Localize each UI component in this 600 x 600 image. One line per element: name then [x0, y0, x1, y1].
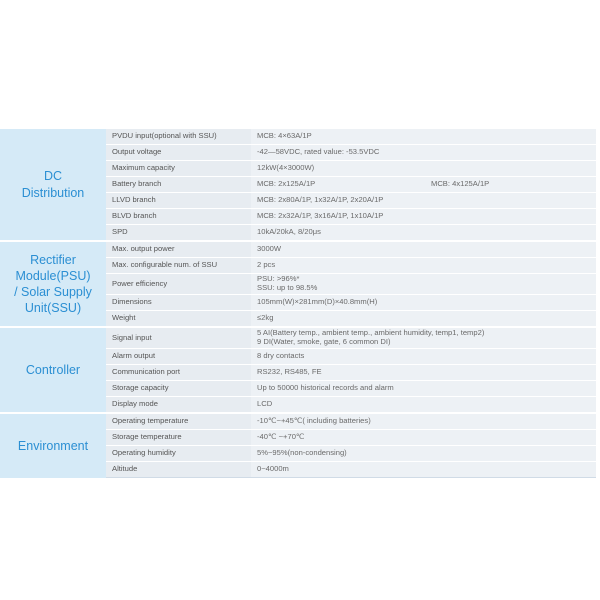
spec-value — [251, 225, 596, 242]
category-line: Module(PSU) — [15, 268, 91, 283]
spec-value — [251, 462, 596, 478]
spec-value — [251, 258, 596, 274]
spec-value — [251, 365, 596, 381]
spec-value-line: ≤2kg — [257, 313, 274, 323]
spec-value-line: 5%~95%(non-condensing) — [257, 448, 347, 458]
spec-value-line: 12kW(4×3000W) — [257, 163, 315, 173]
category-line: Unit(SSU) — [24, 301, 82, 316]
spec-value — [251, 397, 596, 414]
spec-value — [251, 430, 596, 446]
spec-label: Maximum capacity — [106, 161, 251, 177]
spec-value-alt: MCB: 4x125A/1P — [425, 177, 596, 193]
spec-label: LLVD branch — [106, 193, 251, 209]
spec-value — [251, 327, 596, 349]
spec-value — [251, 209, 596, 225]
spec-label: SPD — [106, 225, 251, 242]
spec-value-line: 105mm(W)×281mm(D)×40.8mm(H) — [257, 297, 378, 307]
spec-value-line: 3000W — [257, 244, 282, 254]
spec-value-line: MCB: 4×63A/1P — [257, 131, 312, 141]
spec-value — [251, 161, 596, 177]
spec-value — [251, 295, 596, 311]
spec-value — [251, 446, 596, 462]
spec-value-line: MCB: 2x125A/1P — [257, 179, 316, 189]
spec-table — [0, 127, 596, 478]
category-line: / Solar Supply — [14, 285, 92, 299]
spec-label: Operating temperature — [106, 413, 251, 430]
spec-label: Display mode — [106, 397, 251, 414]
spec-value — [251, 193, 596, 209]
spec-value-line: -42—58VDC, rated value: -53.5VDC — [257, 147, 380, 157]
spec-label: Signal input — [106, 327, 251, 349]
category-line: Rectifier — [30, 252, 76, 267]
spec-label: Battery branch — [106, 177, 251, 193]
section-category — [0, 241, 106, 327]
spec-value — [251, 311, 596, 328]
spec-value — [251, 241, 596, 258]
spec-value-line: PSU: >96%* — [257, 274, 300, 284]
section-category — [0, 413, 106, 478]
spec-value — [251, 177, 425, 193]
spec-value-line: 0~4000m — [257, 464, 289, 474]
spec-table-body — [0, 128, 596, 478]
spec-label: Operating humidity — [106, 446, 251, 462]
spec-value-line: 10kA/20kA, 8/20μs — [257, 227, 321, 237]
spec-value-line: -10℃~+45℃( including batteries) — [257, 416, 371, 426]
spec-label: PVDU input(optional with SSU) — [106, 128, 251, 145]
spec-row — [0, 128, 596, 145]
spec-value-line: 2 pcs — [257, 260, 276, 270]
spec-label: Alarm output — [106, 349, 251, 365]
category-line: Distribution — [21, 185, 85, 200]
spec-value — [251, 128, 596, 145]
spec-label: Altitude — [106, 462, 251, 478]
spec-value-line: SSU: up to 98.5% — [257, 283, 318, 292]
spec-label: Communication port — [106, 365, 251, 381]
spec-label: Max. output power — [106, 241, 251, 258]
category-line: Controller — [25, 362, 81, 377]
spec-value-line: LCD — [257, 399, 273, 409]
spec-label: Output voltage — [106, 145, 251, 161]
spec-label: Power efficiency — [106, 274, 251, 295]
spec-row — [0, 241, 596, 258]
spec-label: Storage temperature — [106, 430, 251, 446]
section-category — [0, 128, 106, 241]
spec-label: Storage capacity — [106, 381, 251, 397]
spec-value — [251, 413, 596, 430]
spec-value-line: 9 DI(Water, smoke, gate, 6 common DI) — [257, 337, 391, 346]
spec-value-line: RS232, RS485, FE — [257, 367, 322, 377]
spec-value-line: MCB: 2x32A/1P, 3x16A/1P, 1x10A/1P — [257, 211, 384, 221]
category-line: DC — [43, 169, 63, 184]
spec-row — [0, 327, 596, 349]
spec-row — [0, 413, 596, 430]
spec-value — [251, 381, 596, 397]
spec-value — [251, 145, 596, 161]
spec-value-line: -40℃ ~+70℃ — [257, 432, 305, 442]
spec-value-line: MCB: 2x80A/1P, 1x32A/1P, 2x20A/1P — [257, 195, 384, 205]
spec-label: BLVD branch — [106, 209, 251, 225]
spec-label: Weight — [106, 311, 251, 328]
spec-value — [251, 349, 596, 365]
spec-value — [251, 274, 596, 295]
spec-value-line: Up to 50000 historical records and alarm — [257, 383, 394, 393]
section-category — [0, 327, 106, 413]
spec-value-line: 8 dry contacts — [257, 351, 305, 361]
spec-label: Max. configurable num. of SSU — [106, 258, 251, 274]
category-line: Environment — [17, 438, 89, 453]
spec-value-line: 5 AI(Battery temp., ambient temp., ambient humidity, temp1, temp2) — [257, 328, 485, 338]
spec-label: Dimensions — [106, 295, 251, 311]
